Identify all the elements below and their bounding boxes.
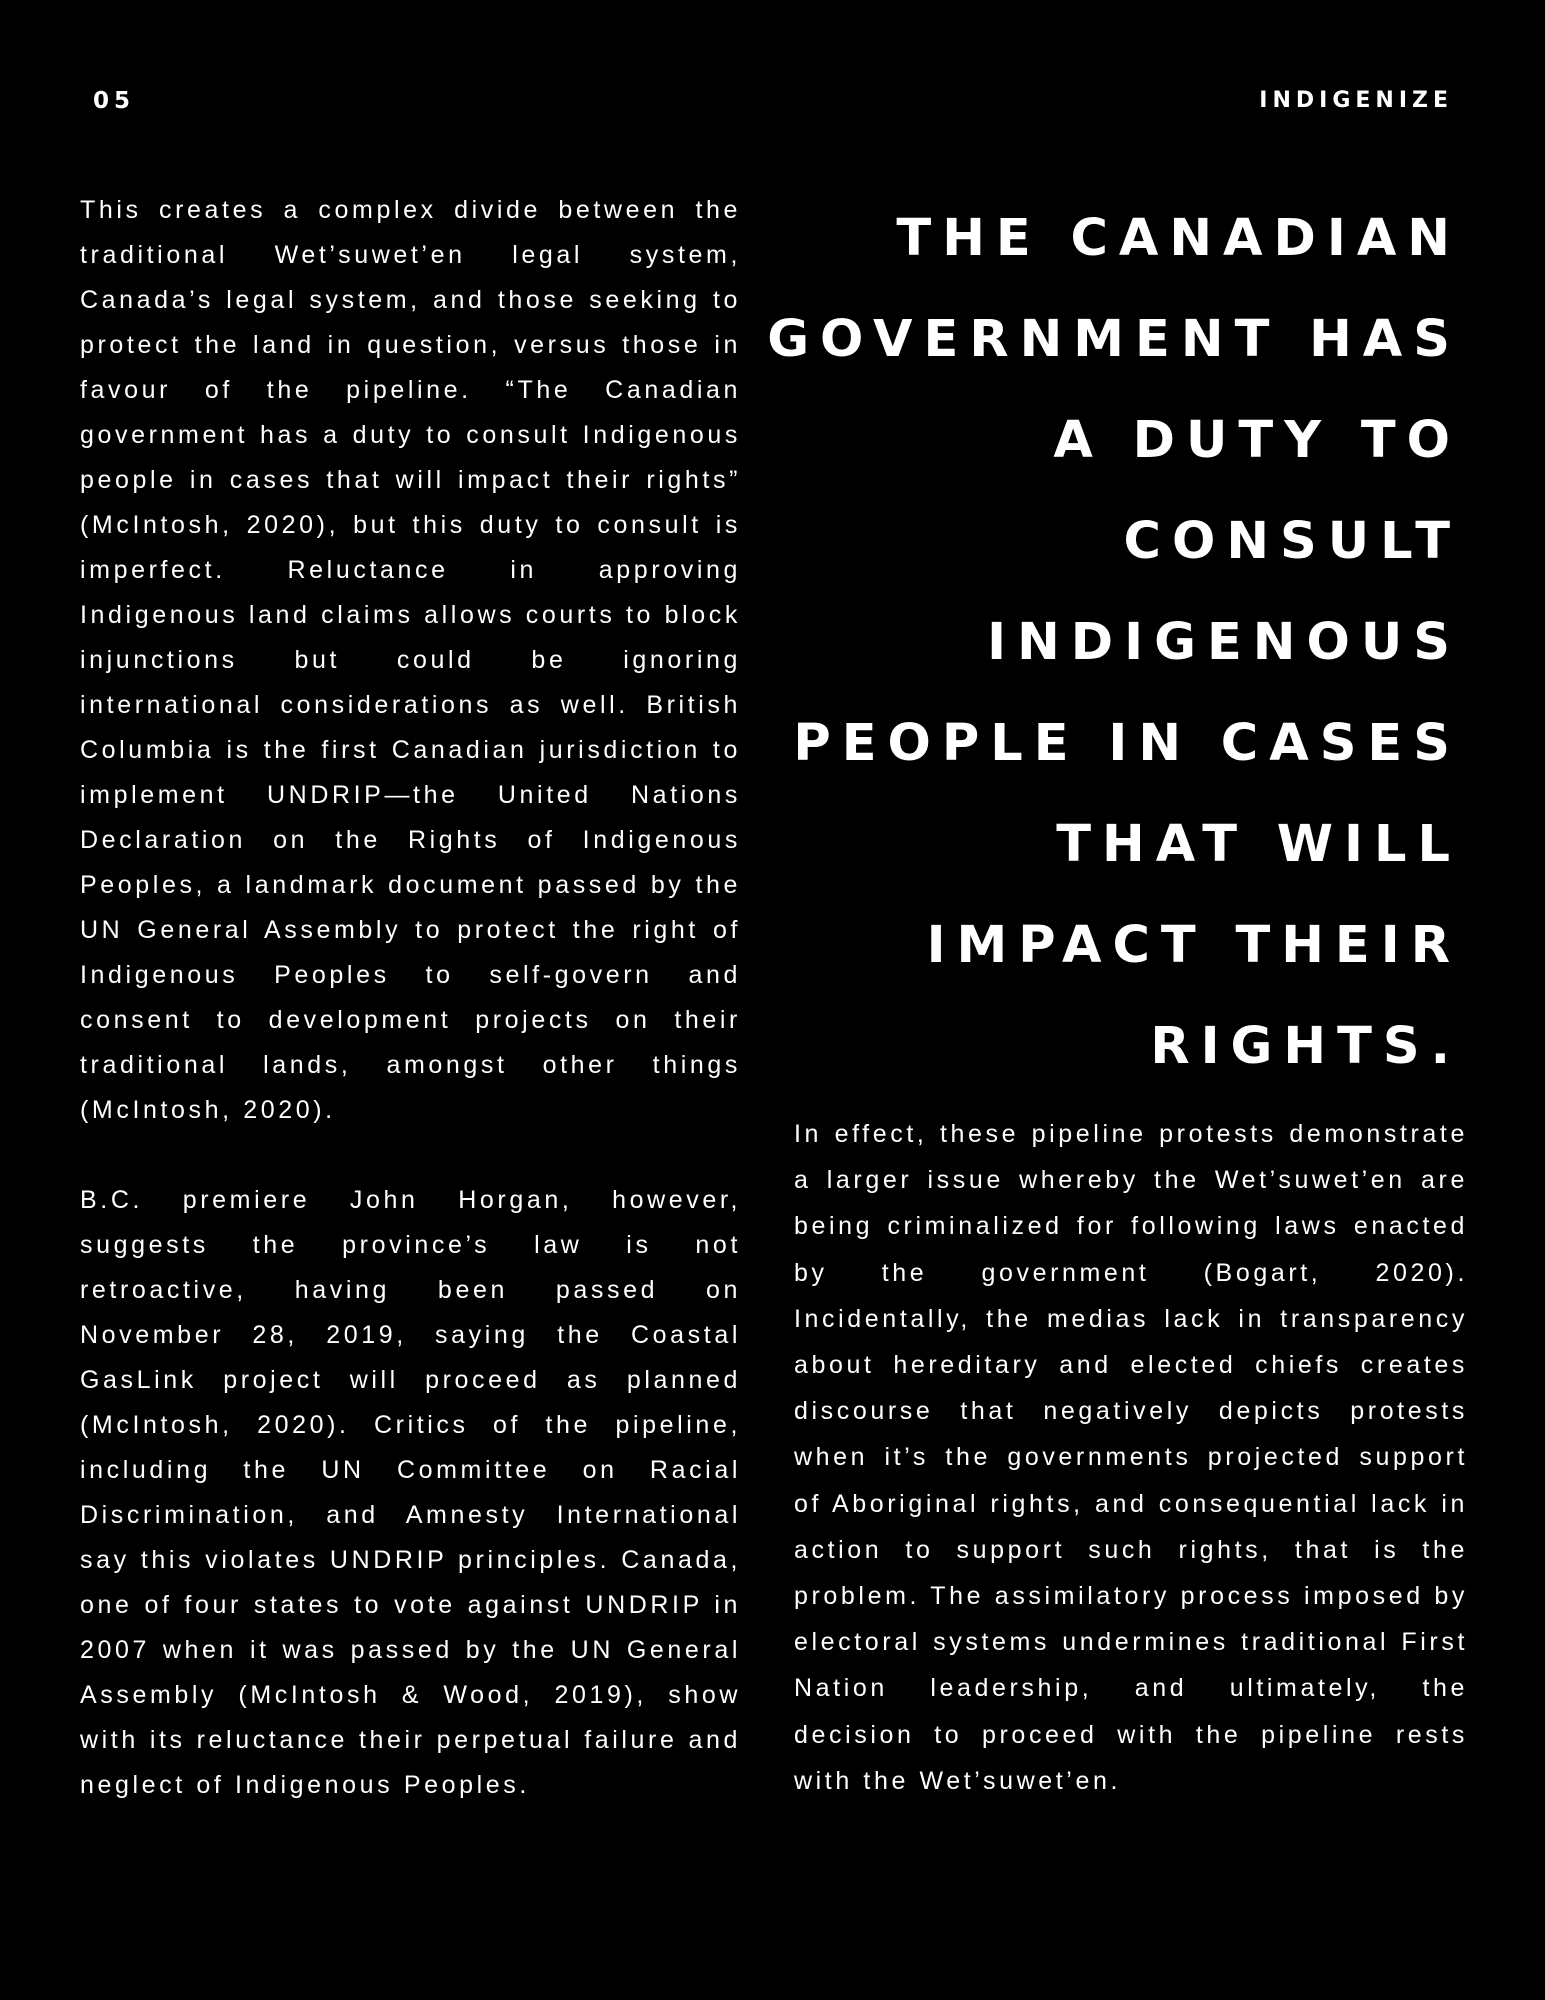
right-paragraph-1: In effect, these pipeline protests demonstrate a larger issue whereby the Wet’suwet’en are being criminalized for following laws enacted by the government (Bogart, 2020). Incidentally, the medias lack in transparency about hereditary and elected chiefs creates discourse that negatively depicts protests when it’s the governments projected support of Aboriginal rights, and consequential lack in action to support such rights, that is the problem. The assimilatory process imposed by electoral systems undermines traditional First Nation leadership, and ultimately, the decision to proceed with the pipeline rests with the Wet’suwet’en.: [794, 1120, 1468, 1795]
pull-quote: THE CANADIAN GOVERNMENT HAS A DUTY TO CONSULT INDIGENOUS PEOPLE IN CASES THAT WILL IMPACT THEIR RIGHTS.: [767, 209, 1461, 1076]
left-paragraph-1: This creates a complex divide between the traditional Wet’suwet’en legal system, Canada’s legal system, and those seeking to protect the land in question, versus those in favour of the pipeline. “The Canadian government has a duty to consult Indigenous people in cases that will impact their rights” (McIntosh, 2020), but this duty to consult is imperfect. Reluctance in approving Indigenous land claims allows courts to block injunctions but could be ignoring international considerations as well. British Columbia is the first Canadian jurisdiction to implement UNDRIP—the United Nations Declaration on the Rights of Indigenous Peoples, a landmark document passed by the UN General Assembly to protect the right of Indigenous Peoples to self-govern and consent to development projects on their traditional lands, amongst other things (McIntosh, 2020).: [80, 196, 741, 1124]
magazine-name: INDIGENIZE: [1259, 88, 1453, 113]
right-column: [794, 1111, 1468, 1804]
left-column: [80, 188, 741, 1808]
page-number: 05: [93, 88, 136, 114]
left-paragraph-2: B.C. premiere John Horgan, however, suggests the province’s law is not retroactive, having been passed on November 28, 2019, saying the Coastal GasLink project will proceed as planned (McIntosh, 2020). Critics of the pipeline, including the UN Committee on Racial Discrimination, and Amnesty International say this violates UNDRIP principles. Canada, one of four states to vote against UNDRIP in 2007 when it was passed by the UN General Assembly (McIntosh & Wood, 2019), show with its reluctance their perpetual failure and neglect of Indigenous Peoples.: [80, 1186, 741, 1799]
